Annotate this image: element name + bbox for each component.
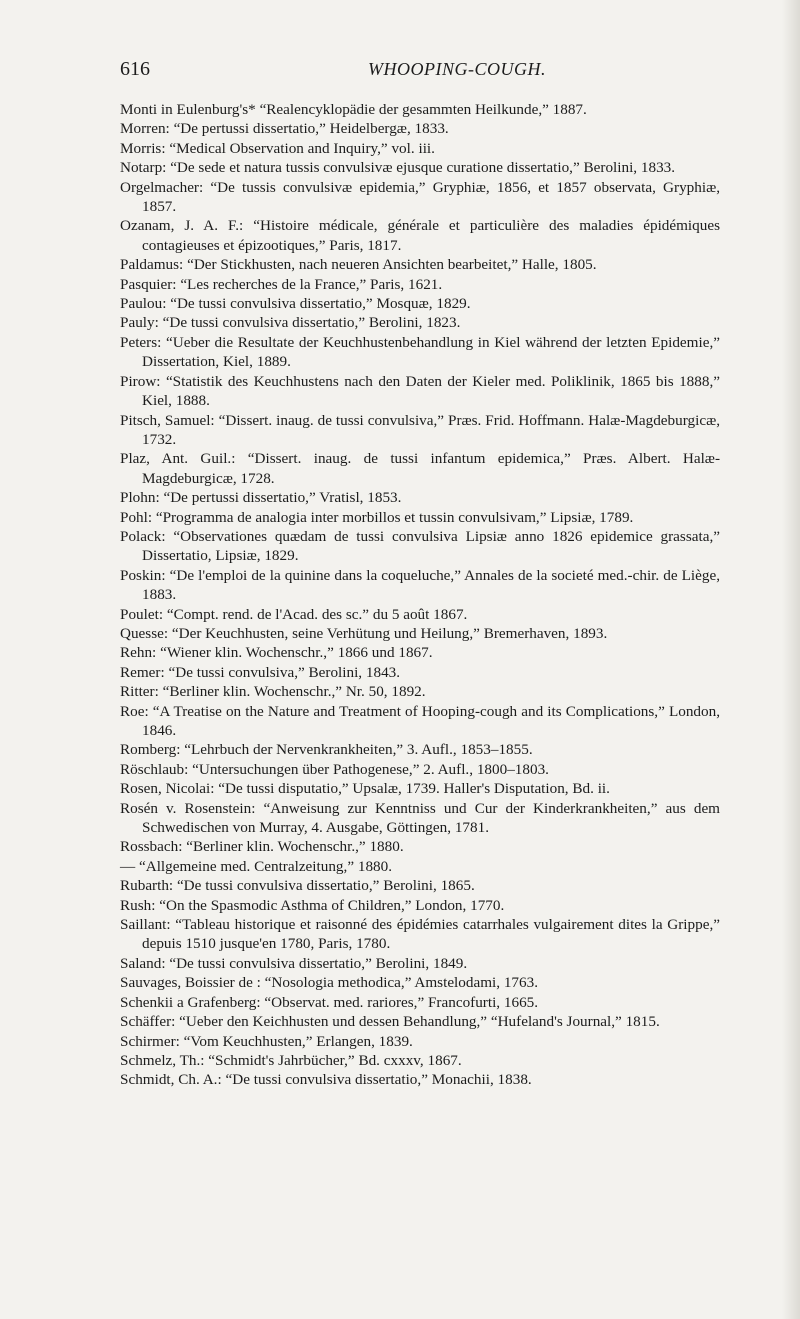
bibliography-entry: Schmelz, Th.: “Schmidt's Jahrbücher,” Bd. cxxxv, 1867. — [120, 1051, 462, 1069]
bibliography-entry: Paldamus: “Der Stickhusten, nach neueren Ansichten bearbeitet,” Halle, 1805. — [120, 256, 597, 274]
bibliography-entry: Paulou: “De tussi convulsiva dissertatio,” Mosquæ, 1829. — [120, 295, 471, 313]
bibliography-entry: Poskin: “De l'emploi de la quinine dans la coqueluche,” Annales de la societé med.-chir. de Liège, 1883. — [120, 566, 720, 604]
bibliography-entry: Schmidt, Ch. A.: “De tussi convulsiva dissertatio,” Monachii, 1838. — [120, 1071, 532, 1089]
bibliography-entry: Plohn: “De pertussi dissertatio,” Vratisl, 1853. — [120, 489, 402, 507]
bibliography-entry: Plaz, Ant. Guil.: “Dissert. inaug. de tussi infantum epidemica,” Præs. Albert. Halæ-Magdeburgicæ, 1728. — [120, 450, 720, 487]
bibliography-entry: Pirow: “Statistik des Keuchhustens nach den Daten der Kieler med. Poliklinik, 1865 bis 1888,” Kiel, 1888. — [120, 372, 720, 410]
bibliography-entry: Ozanam, J. A. F.: “Histoire médicale, générale et particulière des maladies épidémiques contagieuses et épizootiques,” Paris, 1817. — [120, 217, 720, 254]
bibliography-entry: Ritter: “Berliner klin. Wochenschr.,” Nr. 50, 1892. — [120, 683, 426, 701]
bibliography-entry: — “Allgemeine med. Centralzeitung,” 1880. — [120, 857, 393, 875]
bibliography-entry: Polack: “Observationes quædam de tussi convulsiva Lipsiæ anno 1826 epidemice grassata,” Dissertatio, Lipsiæ, 1829. — [120, 527, 720, 565]
bibliography-entry: Saillant: “Tableau historique et raisonné des épidémies catarrhales vulgairement dites la Grippe,” depuis 1510 jusque'en 1780, Paris, 1780. — [120, 916, 720, 953]
bibliography-entry: Monti in Eulenburg's* “Realencyklopädie der gesammten Heilkunde,” 1887. — [120, 101, 587, 118]
bibliography-list — [120, 100, 720, 1090]
bibliography-entry: Pauly: “De tussi convulsiva dissertatio,” Berolini, 1823. — [120, 314, 461, 332]
page-number: 616 — [120, 58, 150, 80]
bibliography-entry: Rosen, Nicolai: “De tussi disputatio,” Upsalæ, 1739. Haller's Disputation, Bd. ii. — [120, 780, 610, 798]
bibliography-entry: Rehn: “Wiener klin. Wochenschr.,” 1866 und 1867. — [120, 644, 433, 662]
bibliography-entry: Remer: “De tussi convulsiva,” Berolini, 1843. — [120, 663, 401, 681]
running-title: WHOOPING-COUGH. — [368, 59, 546, 79]
bibliography-entry: Morris: “Medical Observation and Inquiry,” vol. iii. — [120, 139, 435, 157]
bibliography-entry: Morren: “De pertussi dissertatio,” Heidelbergæ, 1833. — [120, 120, 449, 138]
bibliography-entry: Roe: “A Treatise on the Nature and Treatment of Hooping-cough and its Complications,” London, 1846. — [120, 702, 720, 739]
bibliography-entry: Schäffer: “Ueber den Keichhusten und dessen Behandlung,” “Hufeland's Journal,” 1815. — [120, 1013, 660, 1031]
bibliography-entry: Peters: “Ueber die Resultate der Keuchhustenbehandlung in Kiel während der letzten Epidemie,” Dissertation, Kiel, 1889. — [120, 333, 720, 371]
page-header — [120, 58, 720, 82]
bibliography-entry: Pitsch, Samuel: “Dissert. inaug. de tussi convulsiva,” Præs. Frid. Hoffmann. Halæ-Magdeburgicæ, 1732. — [120, 411, 720, 448]
bibliography-entry: Röschlaub: “Untersuchungen über Pathogenese,” 2. Aufl., 1800–1803. — [120, 760, 549, 778]
bibliography-entry: Romberg: “Lehrbuch der Nervenkrankheiten,” 3. Aufl., 1853–1855. — [120, 741, 533, 759]
bibliography-entry: Schirmer: “Vom Keuchhusten,” Erlangen, 1839. — [120, 1032, 413, 1050]
bibliography-entry: Rubarth: “De tussi convulsiva dissertatio,” Berolini, 1865. — [120, 877, 475, 895]
bibliography-entry: Rush: “On the Spasmodic Asthma of Children,” London, 1770. — [120, 896, 505, 914]
page-edge-shadow — [782, 0, 800, 1319]
bibliography-entry: Rosén v. Rosenstein: “Anweisung zur Kenntniss und Cur der Kinderkrankheiten,” aus dem Schwedischen von Murray, 4. Ausgabe, Göttingen, 1781. — [120, 799, 720, 837]
bibliography-entry: Notarp: “De sede et natura tussis convulsivæ ejusque curatione dissertatio,” Berolini, 1833. — [120, 159, 676, 177]
bibliography-entry: Orgelmacher: “De tussis convulsivæ epidemia,” Gryphiæ, 1856, et 1857 observata, Gryphiæ, 1857. — [120, 178, 720, 216]
bibliography-entry: Rossbach: “Berliner klin. Wochenschr.,” 1880. — [120, 838, 404, 856]
bibliography-entry: Pasquier: “Les recherches de la France,” Paris, 1621. — [120, 275, 443, 293]
bibliography-entry: Sauvages, Boissier de : “Nosologia methodica,” Amstelodami, 1763. — [120, 974, 539, 992]
bibliography-entry: Quesse: “Der Keuchhusten, seine Verhütung und Heilung,” Bremerhaven, 1893. — [120, 624, 608, 642]
bibliography-entry: Poulet: “Compt. rend. de l'Acad. des sc.” du 5 août 1867. — [120, 605, 468, 623]
bibliography-entry: Pohl: “Programma de analogia inter morbillos et tussin convulsivam,” Lipsiæ, 1789. — [120, 508, 634, 526]
bibliography-entry: Schenkii a Grafenberg: “Observat. med. rariores,” Francofurti, 1665. — [120, 993, 539, 1011]
bibliography-entry: Saland: “De tussi convulsiva dissertatio,” Berolini, 1849. — [120, 954, 468, 972]
